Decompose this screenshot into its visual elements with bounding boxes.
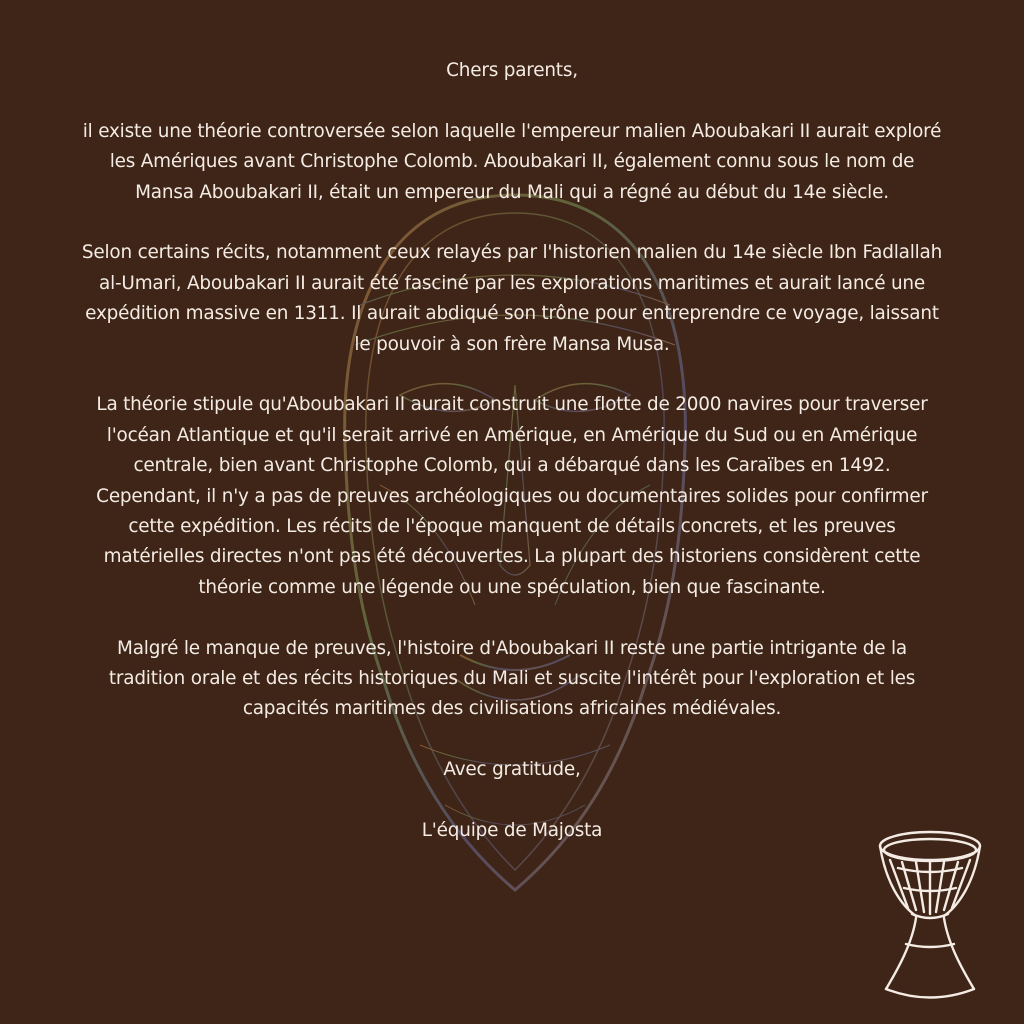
djembe-drum-icon — [868, 824, 992, 1004]
letter-paragraph: La théorie stipule qu'Aboubakari II aurait construit une flotte de 2000 navires pour traverser l'océan Atlantique et qu'il serait arrivé en Amérique, en Amérique du Sud ou en Amérique centrale, bien avant Christophe Colomb, qui a débarqué dans les Caraïbes en 1492. — [96, 394, 928, 477]
letter-paragraph: Malgré le manque de preuves, l'histoire d'Aboubakari II reste une partie intrigante de la tradition orale et des récits historiques du Mali et suscite l'intérêt pour l'exploration et les capacités maritimes des civilisations africaines médiévales. — [108, 637, 916, 720]
letter-paragraph: il existe une théorie controversée selon laquelle l'empereur malien Aboubakari II aurait exploré les Amériques avant Christophe Colomb. Aboubakari II, également connu sous le nom de Mansa Aboubakari II, était un empereur du Mali qui a régné au début du 14e siècle. — [82, 120, 942, 203]
letter-paragraph: Cependant, il n'y a pas de preuves archéologiques ou documentaires solides pour confirmer cette expédition. Les récits de l'époque manquent de détails concrets, et les preuves matérielles directes n'ont pas été découvertes. La plupart des historiens considèrent cette théorie comme une légende ou une spéculation, bien que fascinante. — [96, 485, 928, 598]
letter-greeting: Chers parents, — [446, 60, 578, 81]
letter-signature: L'équipe de Majosta — [421, 820, 603, 842]
letter — [80, 56, 944, 846]
letter-paragraph: Selon certains récits, notamment ceux relayés par l'historien malien du 14e siècle Ibn Fadlallah al-Umari, Aboubakari II aurait été fasciné par les explorations maritimes et aurait lancé une expédition massive en 1311. Il aurait abdiqué son trône pour entreprendre ce voyage, laissant le pouvoir à son frère Mansa Musa. — [81, 242, 943, 355]
letter-closing: Avec gratitude, — [443, 759, 581, 781]
